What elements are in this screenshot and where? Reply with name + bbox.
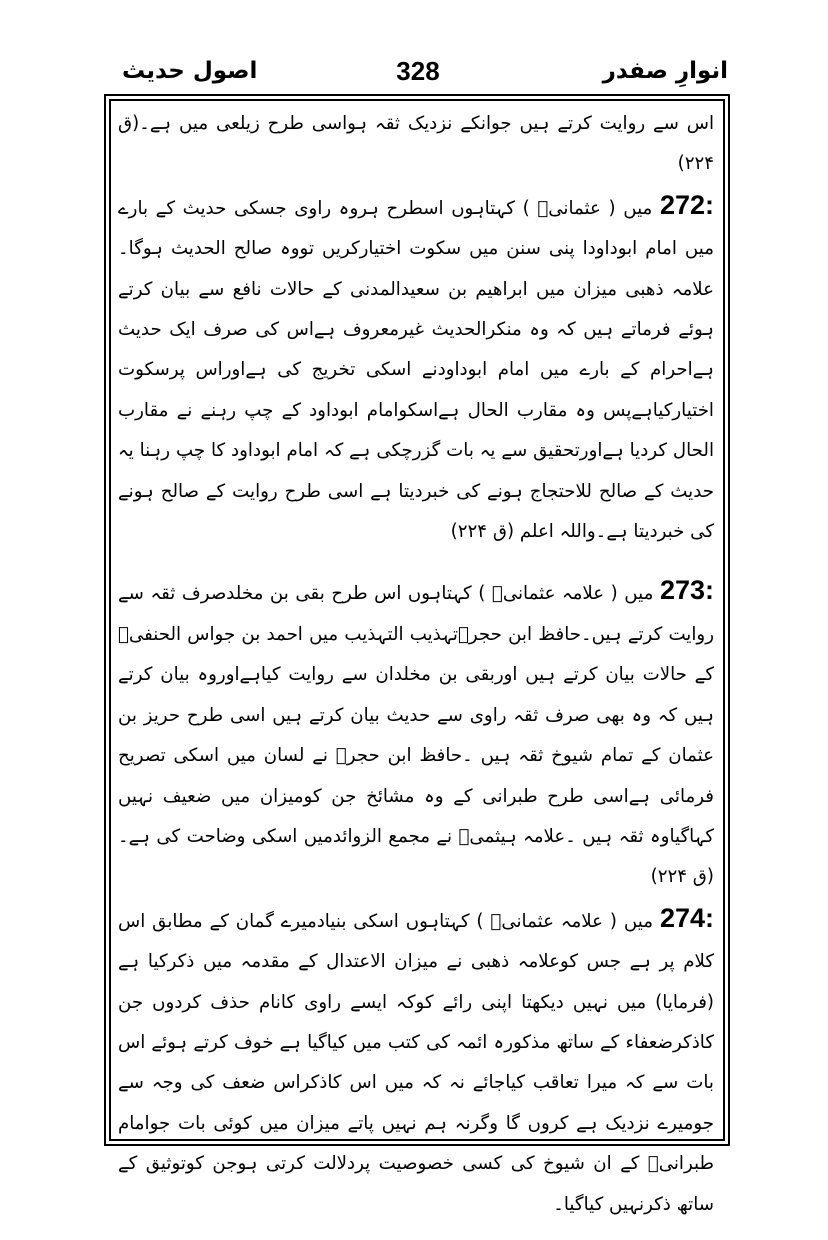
page-body — [118, 104, 714, 1215]
book-title: انوارِ صفدر — [602, 58, 728, 84]
paragraph — [118, 185, 714, 553]
paragraph-text: میں ( عثمانیؒ ) کہتاہوں اسطرح ہروہ راوی جسکی حدیث کے بارے میں امام ابوداودا پنی سنن میں سکوت اختیارکریں تووہ صالح الحدیث ہوگا۔علامہ ذھبی میزان میں ابراھیم بن سعیدالمدنی کے حالات نافع سے بیان کرتے ہوئے فرماتے ہیں کہ وہ منکرالحدیث غیرمعروف ہےاس کی صرف ایک حدیث ہےاحرام کے بارے میں امام ابوداودنے اسکی تخریج کی ہےاوراس پرسکوت اختیارکیاہےپس وہ مقارب الحال ہےاسکوامام ابوداود کے چپ رہنے نے مقارب الحال کردیا ہےاورتحقیق سے یہ بات گزرچکی ہے کہ امام ابوداود کا چپ رہنا یہ حدیث کے صالح للاحتجاج ہونے کی خبردیتا ہے اسی طرح روایت کے صالح ہونے کی خبردیتا ہے۔واللہ اعلم (ق ۲۲۴) — [118, 197, 714, 543]
paragraph-number: 272: — [659, 189, 714, 220]
paragraph — [118, 898, 714, 1225]
page-header — [108, 58, 728, 92]
paragraph-text: میں ( علامہ عثمانیؒ ) کہتاہوں اس طرح بقی بن مخلدصرف ثقہ سے روایت کرتے ہیں۔حافظ ابن حجرؒتہذیب التہذیب میں احمد بن جواس الحنفیؒ کے حالات بیان کرتے ہیں اوربقی بن مخلدان سے روایت کیاہےاوروہ بیان کرتے ہیں کہ وہ بھی صرف ثقہ راوی سے حدیث بیان کرتے ہیں اسی طرح حریز بن عثمان کے تمام شیوخ ثقہ ہیں ۔حافظ ابن حجرؒ نے لسان میں اسکی تصریح فرمائی ہےاسی طرح طبرانی کے وہ مشائخ جن کومیزان میں ضعیف نہیں کہاگیاوہ ثقہ ہیں ۔علامہ ہیثمیؒ نے مجمع الزوائدمیں اسکی وضاحت کی ہے۔(ق ۲۲۴) — [118, 583, 714, 888]
paragraph — [118, 104, 714, 185]
paragraph-text: اس سے روایت کرتے ہیں جوانکے نزدیک ثقہ ہواسی طرح زیلعی میں ہے۔(ق ۲۲۴) — [118, 113, 714, 175]
section-title: اصول حدیث — [122, 58, 258, 84]
paragraph-text: میں ( علامہ عثمانیؒ ) کہتاہوں اسکی بنیادمیرے گمان کے مطابق اس کلام پر ہے جس کوعلامہ ذھبی نے میزان الاعتدال کے مقدمہ میں ذکرکیا ہے (فرمایا) میں نہیں دیکھتا اپنی رائے کوکہ ایسے راوی کانام حذف کردوں جن کاذکرضعفاء کے ساتھ مذکورہ ائمہ کی کتب میں کیاگیا ہے خوف کرتے ہوئے اس بات سے کہ میرا تعاقب کیاجائے نہ کہ میں اس کاذکراس ضعف کی وجہ سے جومیرے نزدیک ہے کروں گا وگرنہ ہم نہیں پاتے میزان میں کوئی بات جوامام طبرانیؒ کے ان شیوخ کی کسی خصوصیت پردلالت کرتی ہوجن کوتوثیق کے ساتھ ذکرنہیں کیاگیا۔ — [118, 910, 714, 1215]
paragraph-number: 274: — [659, 902, 714, 933]
paragraph — [118, 570, 714, 897]
paragraph-number: 273: — [659, 575, 714, 606]
page-number: 328 — [396, 56, 440, 86]
